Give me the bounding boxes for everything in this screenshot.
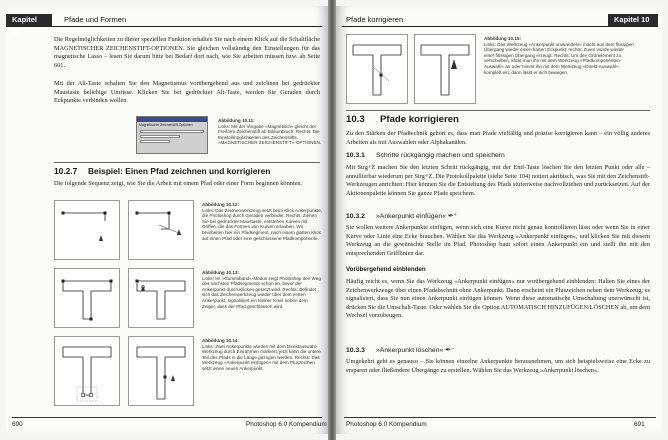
paragraph: Zu den Stärken der Pfadtechnik gehört es, dass man Pfade vielfältig und präzise korrigieren kann – ein völlig anderes Arbeiten als mit Auswahlen oder Alphakanälen.: [346, 130, 650, 146]
page-number: 690: [12, 421, 23, 428]
chapter-tab: Kapitel 10: [608, 14, 658, 26]
section-heading-10-3-3: 10.3.3 »Ankerpunkt löschen« ✒⁻: [346, 346, 455, 354]
path-illustration: [55, 201, 121, 261]
header-title: Pfade und Formen: [64, 15, 127, 24]
path-illustration: [347, 35, 409, 105]
footer-rule: [12, 417, 322, 418]
left-page: [6, 6, 328, 434]
header-rule: [342, 26, 658, 27]
paragraph: Mit der Alt-Taste schalten Sie den Magnetismus vorübergehend aus und zeichnen bei gedrückter Maustaste beliebige Umrisse. Klicken Sie bei gedrückter Alt-Taste, werden Sie Geraden durch Eckpunkte verbinden wollen.: [54, 80, 320, 105]
path-illustration: [129, 201, 195, 261]
path-illustration: [415, 35, 477, 105]
figure-panel: [346, 34, 408, 104]
header-title: Pfade korrigieren: [346, 15, 404, 24]
figure-panel: [54, 336, 120, 406]
pen-plus-icon: ✒⁺: [447, 212, 458, 220]
dialog-field: [140, 140, 170, 143]
footer-title: Photoshop 6.0 Kompendium: [246, 421, 327, 428]
paragraph: Mit Strg+Z machen Sie den letzten Schritt rückgängig, mit der Entf-Taste löschen Sie den letzten Punkt oder alle – annullierbar wiederum per Strg+Z. Die Protokollpalette (siehe Seite 104) notiert akribisch, was Sie mit den Zeichenstift-Werkzeugen anrichten: Hier können Sie die Entstehung des Pfads stufenweise nachvollziehen und zurücksetzen. Auf der Aktionenpalette können Sie ganze Pfade speichern.: [346, 164, 650, 197]
chapter-tab: Kapitel 10: [6, 14, 52, 26]
figure-caption-10-14: Abbildung 10.14: Links: Zwei Ankerpunkte wurden mit dem Direktauswahl-Werkzeug durch Einrahmen markiert, jetzt kann die untere Teil des Pfads in die Länge gezogen werden. Rechts: Das Werkzeug »Ankerpunkt einfügen« mit dem Pluszeichen setzt einen neuen Ankerpunkt.: [202, 338, 321, 371]
paragraph: Sie wollen weitere Ankerpunkte einfügen, wenn sich eine Kurve nicht genau kontrollieren lässt oder wenn Sie in einer Kurve oder Linie eine Ecke brauchen. Wählen Sie das Werkzeug »Ankerpunkt einfügen«, und klicken Sie mit diesem Werkzeug an die gewünschte Stelle im Pfad. Photoshop baut sofort einen Ankerpunkt ein und stellt ihn mit den entsprechenden Grifflinien dar.: [346, 224, 650, 257]
dialog-field: [140, 135, 180, 138]
figure-panel: [128, 268, 194, 328]
section-rule: [54, 162, 320, 163]
figure-caption-10-11: Abbildung 10.11: Links: Mit der Vorgabe »Magnetisch« gleicht der Freiform-Zeichenstift ab Bildumbruch. Rechts: Die Einstellmöglichkeiten des Zeichenstifts. »MAGNETISCHER ZEICHENSTIFT«-OPTIONEN.: [218, 118, 322, 146]
figure-caption-10-12: Abbildung 10.12: Links: Das Zeichenwerkzeug setzt beim Klick Ankerpunkte, die Photoshop durch Geraden verbindet. Rechts: Ziehen Sie bei gedrückter Maustaste, entstehen Kurven mit Griffen, die das Formen von Kurven erlauben. Wir bearbeiten hier ein Pfadsegment, nach einem glatten Klick auf einen Pfad oder eine geschlossene Pfadkomponente.: [202, 202, 323, 241]
paragraph: Die Regelmöglichkeiten zu dieser speziellen Funktion erhalten Sie nach einem Klick auf die Schaltfläche MAGNETISCHER ZEICHENSTIFT-OPTIONEN. Sie gleichen vollständig den Einstellungen für das magnetische Lasso – lesen Sie darum bitte bei Bedarf dort nach, wie Sie arbeiten müssen bzw. ab Seite 601.: [54, 36, 320, 69]
figure-caption-10-15: Abbildung 10.15: Links: Das Werkzeug »Ankerpunkt umwandeln« macht aus dem flüssigen Übergang wieder einen harten Eckpunkt; rechts: Zuvor wurde wieder einer flüssigen Übergang erzeugt. Rechts: Um den Grünelement zu verschieben, klickt man ihn mit dem Werkzeug »Pfadkomponenten-Auswahl« an oder nimmt ihn mit dem Werkzeug »Direkt-Auswahl« komplett ein; dann lässt er sich bewegen.: [484, 36, 634, 75]
book-gutter: [328, 0, 336, 440]
figure-panel: [128, 336, 194, 406]
path-illustration: [55, 269, 121, 329]
figure-panel: [414, 34, 476, 104]
header-rule: [6, 26, 322, 27]
figure-panel: [54, 200, 120, 260]
footer-rule: [344, 417, 656, 418]
figure-caption-10-13: Abbildung 10.13: Links: Im »Gummiband«-Modus zeigt Photoshop den Weg des nächsten Pfadsegments schon an, bevor der Ankerpunkt durch Klicken gesetzt wird. Rechts: Befindet sich das Zeichenwerkzeug wieder über dem ersten Ankerpunkt, signalisiert ein kleiner Kreis neben dem Zeiger, dass der Pfad geschlossen wird.: [202, 270, 321, 309]
figure-panel: [128, 200, 194, 260]
path-illustration: [129, 337, 195, 407]
section-heading-10-2-7: 10.2.7 Beispiel: Einen Pfad zeichnen und korrigieren: [54, 166, 271, 176]
footer-title: Photoshop 6.0 Kompendium: [346, 421, 427, 428]
page-number: 691: [634, 421, 645, 428]
path-illustration: [55, 337, 121, 407]
right-page-header: [336, 14, 662, 26]
subsection-heading: Vorübergehend einblenden: [346, 266, 426, 273]
path-illustration: [129, 269, 195, 329]
paragraph: Häufig reicht es, wenn Sie das Werkzeug »Ankerpunkt einfügen« nur vorübergehend einblenden: Halten Sie eines der Zeichenwerkzeuge über einen Pfadabschnitt ohne Ankerpunkt. Dann erscheint ein Pluszeichen neben dem Werkzeug; es signalisiert, dass Sie nun einen Ankerpunkt einfügen können. Wenn diese automatische Umschaltung unerwünscht ist, drücken Sie die Umschalt-Taste. Oder wählen Sie die Option AUTOMATISCH HINZUFÜGEN/LÖSCHEN ab, um dem Wechsel vorzubeugen.: [346, 278, 650, 320]
dialog-title: Magnetischer Zeichenstift-Optionen: [139, 123, 193, 127]
section-heading-10-3-2: 10.3.2 »Ankerpunkt einfügen« ✒⁺: [346, 212, 458, 220]
left-page-header: [6, 14, 328, 36]
section-heading-10-3: 10.3 Pfade korrigieren: [346, 114, 459, 125]
paragraph: Umgekehrt geht es genauso – Sie können einzelne Ankerpunkte herausnehmen, um sich beispielsweise eine Ecke zu ersparen oder fließendere Übergänge zu erstellen. Wählen Sie das Werkzeug »Ankerpunkt löschen«.: [346, 358, 650, 374]
section-rule: [346, 110, 650, 111]
options-dialog-screenshot: [136, 116, 208, 154]
figure-panel: [54, 268, 120, 328]
section-heading-10-3-1: 10.3.1 Schritte rückgängig machen und speichern: [346, 152, 505, 159]
pen-minus-icon: ✒⁻: [445, 346, 455, 354]
right-page: [336, 6, 662, 434]
paragraph: Die folgende Sequenz zeigt, wie Sie die Arbeit mit einem Pfad oder einer Form beginnen könnten.: [54, 180, 303, 187]
dialog-field: [140, 130, 204, 133]
